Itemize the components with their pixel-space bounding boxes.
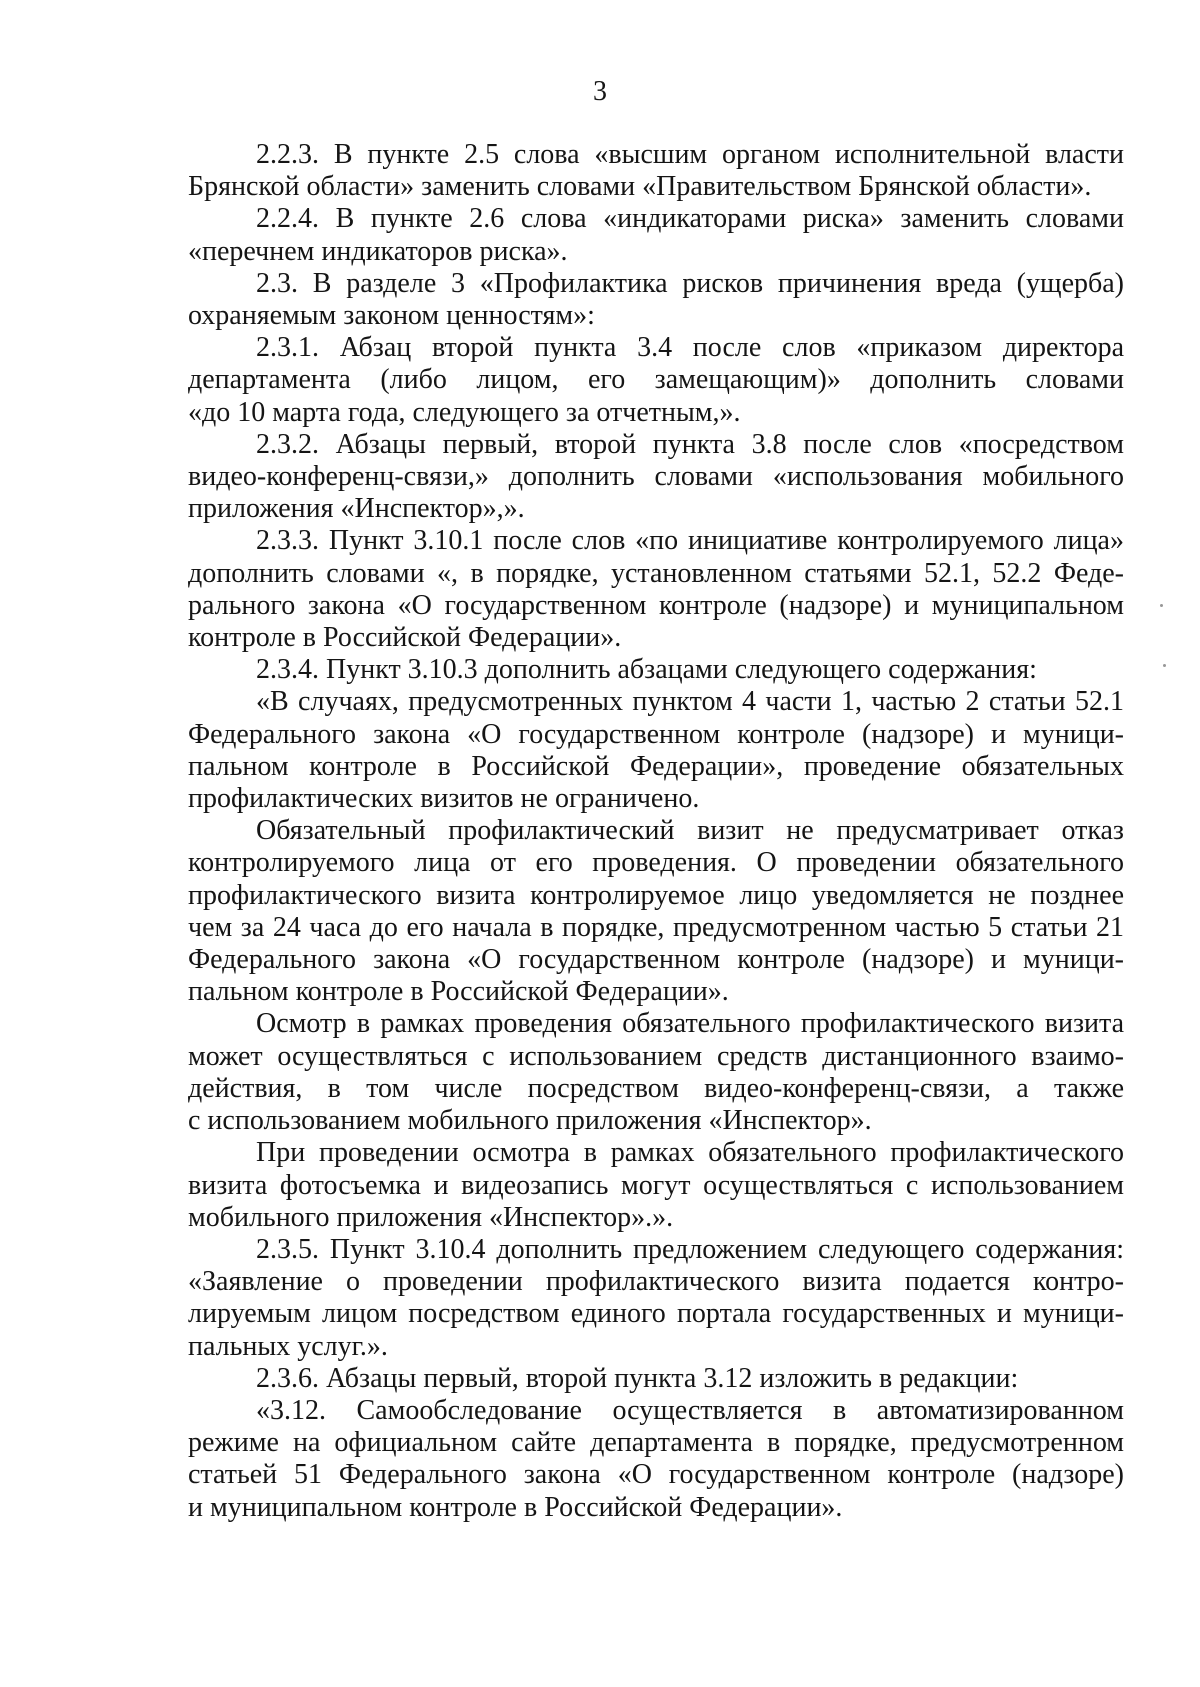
paragraph-line: Федерального закона «О государственном контроле (надзоре) и муници- <box>188 944 1124 976</box>
paragraph-line: видео-конференц-связи,» дополнить словами «использования мобильного <box>188 461 1124 493</box>
paragraph-line: контролируемого лица от его проведения. О проведении обязательного <box>188 847 1124 879</box>
paragraph-line: 2.3. В разделе 3 «Профилактика рисков причинения вреда (ущерба) <box>256 267 1124 299</box>
paragraph-line: Осмотр в рамках проведения обязательного профилактического визита <box>256 1008 1124 1040</box>
paragraph <box>188 525 1124 654</box>
paragraph-line: пальном контроле в Российской Федерации», проведение обязательных <box>188 750 1124 782</box>
paragraph-line: дополнить словами «, в порядке, установленном статьями 52.1, 52.2 Феде- <box>188 557 1124 589</box>
paragraph-line: Обязательный профилактический визит не предусматривает отказ <box>256 815 1124 847</box>
paragraph-line: 2.2.3. В пункте 2.5 слова «высшим органом исполнительной власти <box>256 139 1124 170</box>
paragraph-line: 2.2.4. В пункте 2.6 слова «индикаторами риска» заменить словами <box>256 203 1124 235</box>
paragraph-line: «В случаях, предусмотренных пунктом 4 части 1, частью 2 статьи 52.1 <box>256 686 1124 718</box>
paragraph-line: департамента (либо лицом, его замещающим)» дополнить словами <box>188 364 1124 396</box>
paragraph-line: контроле в Российской Федерации». <box>188 622 622 654</box>
paragraph-line: может осуществляться с использованием средств дистанционного взаимо- <box>188 1040 1124 1072</box>
paragraph-line: профилактических визитов не ограничено. <box>188 783 700 815</box>
paragraph <box>188 429 1124 526</box>
paragraph-line: с использованием мобильного приложения «Инспектор». <box>188 1105 872 1137</box>
paragraph <box>188 332 1124 429</box>
paragraph <box>188 654 1124 686</box>
paragraph <box>188 686 1124 815</box>
paragraph <box>188 1008 1124 1137</box>
paragraph-line: 2.3.2. Абзацы первый, второй пункта 3.8 после слов «посредством <box>256 428 1124 460</box>
paragraph-line: пальном контроле в Российской Федерации». <box>188 976 729 1008</box>
scan-speck <box>1160 604 1163 607</box>
paragraph-line: и муниципальном контроле в Российской Федерации». <box>188 1491 843 1523</box>
paragraph-line: мобильного приложения «Инспектор».». <box>188 1201 674 1233</box>
paragraph-line: 2.3.4. Пункт 3.10.3 дополнить абзацами следующего содержания: <box>256 654 1037 686</box>
paragraph-line: «3.12. Самообследование осуществляется в автоматизированном <box>256 1394 1124 1426</box>
paragraph-line: чем за 24 часа до его начала в порядке, предусмотренном частью 5 статьи 21 <box>188 911 1124 943</box>
page-number: 3 <box>593 76 607 107</box>
paragraph <box>188 1395 1124 1524</box>
paragraph-line: охраняемым законом ценностям»: <box>188 300 595 332</box>
paragraph-line: При проведении осмотра в рамках обязательного профилактического <box>256 1137 1124 1169</box>
paragraph-line: пальных услуг.». <box>188 1330 388 1362</box>
paragraph <box>188 1363 1124 1395</box>
paragraph <box>188 203 1124 267</box>
paragraph-line: 2.3.3. Пункт 3.10.1 после слов «по инициативе контролируемого лица» <box>256 525 1124 557</box>
paragraph-line: «Заявление о проведении профилактического визита подается контро- <box>188 1266 1124 1298</box>
paragraph-line: профилактического визита контролируемое лицо уведомляется не позднее <box>188 879 1124 911</box>
paragraph-line: Брянской области» заменить словами «Правительством Брянской области». <box>188 171 1092 203</box>
paragraph-line: рального закона «О государственном контроле (надзоре) и муниципальном <box>188 589 1124 621</box>
paragraph <box>188 1234 1124 1363</box>
paragraph <box>188 268 1124 332</box>
scan-speck <box>1163 664 1166 667</box>
paragraph <box>188 1137 1124 1234</box>
paragraph-line: Федерального закона «О государственном контроле (надзоре) и муници- <box>188 718 1124 750</box>
paragraph <box>188 815 1124 1008</box>
paragraph-line: «до 10 марта года, следующего за отчетным,». <box>188 396 741 428</box>
document-body <box>188 139 1124 1524</box>
paragraph-line: визита фотосъемка и видеозапись могут осуществляться с использованием <box>188 1169 1124 1201</box>
paragraph <box>188 139 1124 203</box>
paragraph-line: действия, в том числе посредством видео-конференц-связи, а также <box>188 1072 1124 1104</box>
paragraph-line: режиме на официальном сайте департамента в порядке, предусмотренном <box>188 1427 1124 1459</box>
paragraph-line: «перечнем индикаторов риска». <box>188 235 568 267</box>
paragraph-line: 2.3.5. Пункт 3.10.4 дополнить предложением следующего содержания: <box>256 1233 1124 1265</box>
paragraph-line: 2.3.1. Абзац второй пункта 3.4 после слов «приказом директора <box>256 332 1124 364</box>
paragraph-line: лируемым лицом посредством единого портала государственных и муници- <box>188 1298 1124 1330</box>
paragraph-line: статьей 51 Федерального закона «О государственном контроле (надзоре) <box>188 1459 1124 1491</box>
paragraph-line: приложения «Инспектор»,». <box>188 493 525 525</box>
paragraph-line: 2.3.6. Абзацы первый, второй пункта 3.12 изложить в редакции: <box>256 1362 1019 1394</box>
